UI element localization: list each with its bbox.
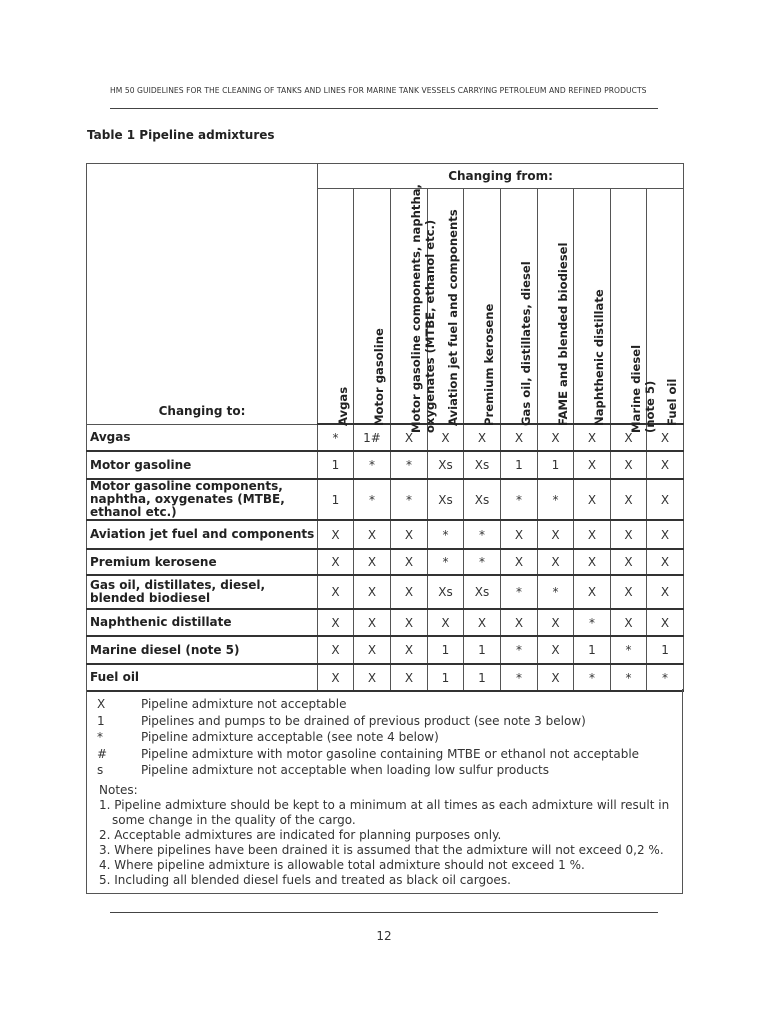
table-cell: X bbox=[538, 636, 574, 664]
table-cell: 1 bbox=[501, 451, 538, 479]
table-cell: X bbox=[391, 575, 428, 609]
table-cell: * bbox=[391, 451, 428, 479]
table-row bbox=[87, 575, 684, 609]
table-cell: X bbox=[501, 424, 538, 451]
row-label: Motor gasoline bbox=[87, 451, 318, 479]
table-cell: Xs bbox=[428, 479, 464, 520]
table-cell: X bbox=[538, 664, 574, 691]
table-cell: Xs bbox=[428, 575, 464, 609]
table-row bbox=[87, 479, 684, 520]
table-cell: * bbox=[318, 424, 354, 451]
table-cell: X bbox=[574, 520, 611, 549]
table-cell: Xs bbox=[464, 479, 501, 520]
table-cell: * bbox=[611, 636, 647, 664]
column-header: FAME and blended biodiesel bbox=[538, 189, 574, 425]
legend-text: Pipeline admixture acceptable (see note 4 below) bbox=[141, 730, 439, 744]
table-cell: X bbox=[574, 549, 611, 575]
table-cell: X bbox=[354, 575, 391, 609]
table-cell: X bbox=[538, 520, 574, 549]
table-cell: * bbox=[464, 520, 501, 549]
table-cell: X bbox=[647, 479, 684, 520]
table-cell: X bbox=[354, 520, 391, 549]
column-header: Naphthenic distillate bbox=[574, 189, 611, 425]
table-title: Table 1 Pipeline admixtures bbox=[87, 128, 275, 142]
legend-text: Pipelines and pumps to be drained of previous product (see note 3 below) bbox=[141, 713, 586, 728]
table-cell: X bbox=[611, 549, 647, 575]
table-cell: X bbox=[501, 609, 538, 636]
table-cell: X bbox=[611, 575, 647, 609]
table-cell: X bbox=[318, 609, 354, 636]
row-label: Premium kerosene bbox=[87, 549, 318, 575]
legend-symbol: s bbox=[97, 763, 104, 777]
table-cell: * bbox=[574, 664, 611, 691]
row-label: Marine diesel (note 5) bbox=[87, 636, 318, 664]
table-cell: X bbox=[354, 664, 391, 691]
table-cell: X bbox=[354, 636, 391, 664]
table-cell: X bbox=[318, 520, 354, 549]
column-header: Aviation jet fuel and components bbox=[428, 189, 464, 425]
table-cell: X bbox=[318, 636, 354, 664]
table-cell: X bbox=[354, 609, 391, 636]
table-cell: * bbox=[428, 549, 464, 575]
table-cell: X bbox=[574, 451, 611, 479]
table-cell: X bbox=[354, 549, 391, 575]
table-cell: 1 bbox=[538, 451, 574, 479]
table-cell: X bbox=[611, 609, 647, 636]
row-label: Gas oil, distillates, diesel, blended biodiesel bbox=[87, 575, 318, 609]
table-cell: X bbox=[574, 575, 611, 609]
notes bbox=[99, 783, 674, 888]
table-cell: X bbox=[318, 664, 354, 691]
note-item: 2. Acceptable admixtures are indicated for planning purposes only. bbox=[99, 828, 502, 842]
row-label: Aviation jet fuel and components bbox=[87, 520, 318, 549]
table-cell: * bbox=[428, 520, 464, 549]
table-cell: 1 bbox=[318, 451, 354, 479]
table-cell: * bbox=[611, 664, 647, 691]
legend-symbol: # bbox=[97, 746, 108, 761]
legend-text: Pipeline admixture with motor gasoline containing MTBE or ethanol not acceptable bbox=[141, 746, 640, 761]
table-cell: * bbox=[391, 479, 428, 520]
table-cell: * bbox=[538, 575, 574, 609]
table-row bbox=[87, 520, 684, 549]
page-number: 12 bbox=[376, 929, 392, 943]
table-cell: 1 bbox=[647, 636, 684, 664]
table-cell: X bbox=[391, 549, 428, 575]
table-cell: 1 bbox=[464, 636, 501, 664]
note-item: 3. Where pipelines have been drained it is assumed that the admixture will not exceed 0,2 %. bbox=[99, 843, 664, 857]
legend-symbol: * bbox=[97, 730, 103, 744]
table-cell: X bbox=[538, 549, 574, 575]
table-cell: X bbox=[647, 520, 684, 549]
changing-from-label: Changing from: bbox=[318, 164, 684, 189]
table-cell: X bbox=[647, 609, 684, 636]
table-row bbox=[87, 549, 684, 575]
table-cell: X bbox=[574, 424, 611, 451]
table-cell: X bbox=[611, 424, 647, 451]
table-cell: * bbox=[574, 609, 611, 636]
admixture-table bbox=[86, 163, 684, 692]
table-cell: * bbox=[538, 479, 574, 520]
table-row bbox=[87, 609, 684, 636]
table-cell: X bbox=[464, 609, 501, 636]
table-row bbox=[87, 664, 684, 691]
table-cell: Xs bbox=[464, 451, 501, 479]
table-cell: X bbox=[391, 424, 428, 451]
table-cell: X bbox=[428, 609, 464, 636]
table-cell: 1 bbox=[574, 636, 611, 664]
table-cell: X bbox=[574, 479, 611, 520]
column-header: Fuel oil bbox=[647, 189, 684, 425]
table-cell: X bbox=[647, 451, 684, 479]
legend-text: Pipeline admixture not acceptable bbox=[141, 697, 347, 711]
legend-symbol: 1 bbox=[97, 713, 105, 728]
column-header: Avgas bbox=[318, 189, 354, 425]
table-cell: * bbox=[501, 636, 538, 664]
legend-text: Pipeline admixture not acceptable when loading low sulfur products bbox=[141, 763, 549, 777]
table-cell: X bbox=[464, 424, 501, 451]
table-cell: Xs bbox=[464, 575, 501, 609]
column-header: Marine diesel (note 5) bbox=[611, 189, 647, 425]
table-cell: * bbox=[501, 479, 538, 520]
table-cell: * bbox=[647, 664, 684, 691]
running-header: HM 50 GUIDELINES FOR THE CLEANING OF TANKS AND LINES FOR MARINE TANK VESSELS CARRYING PETROLEUM AND REFINED PRODUCTS bbox=[110, 86, 647, 95]
table-cell: 1 bbox=[428, 664, 464, 691]
row-label: Avgas bbox=[87, 424, 318, 451]
table-cell: * bbox=[464, 549, 501, 575]
legend-symbol: X bbox=[97, 697, 106, 711]
table-cell: Xs bbox=[428, 451, 464, 479]
table-cell: X bbox=[501, 549, 538, 575]
column-header: Motor gasoline bbox=[354, 189, 391, 425]
note-item: 4. Where pipeline admixture is allowable total admixture should not exceed 1 %. bbox=[99, 858, 585, 872]
table-cell: 1 bbox=[428, 636, 464, 664]
column-header: Motor gasoline components, naphtha, oxygenates (MTBE, ethanol etc.) bbox=[391, 189, 428, 425]
table-cell: * bbox=[354, 479, 391, 520]
table-cell: * bbox=[354, 451, 391, 479]
header-rule bbox=[110, 108, 658, 109]
table-cell: X bbox=[538, 424, 574, 451]
table-cell: X bbox=[391, 636, 428, 664]
table-cell: X bbox=[428, 424, 464, 451]
table-cell: X bbox=[391, 609, 428, 636]
legend-box bbox=[86, 689, 683, 894]
note-item: 1. Pipeline admixture should be kept to a minimum at all times as each admixture will result in some change in the quality of the cargo. bbox=[99, 798, 670, 827]
table-row bbox=[87, 424, 684, 451]
notes-heading: Notes: bbox=[99, 783, 138, 797]
table-cell: X bbox=[318, 549, 354, 575]
table-cell: X bbox=[647, 549, 684, 575]
table-cell: X bbox=[647, 575, 684, 609]
table-cell: X bbox=[611, 451, 647, 479]
table-cell: X bbox=[391, 520, 428, 549]
table-cell: 1 bbox=[318, 479, 354, 520]
changing-to-label: Changing to: bbox=[87, 164, 318, 425]
table-cell: * bbox=[501, 575, 538, 609]
column-header: Gas oil, distillates, diesel bbox=[501, 189, 538, 425]
column-header: Premium kerosene bbox=[464, 189, 501, 425]
table-cell: X bbox=[611, 520, 647, 549]
table-cell: * bbox=[501, 664, 538, 691]
table-cell: X bbox=[647, 424, 684, 451]
table-cell: 1 bbox=[464, 664, 501, 691]
row-label: Motor gasoline components, naphtha, oxygenates (MTBE, ethanol etc.) bbox=[87, 479, 318, 520]
table-cell: 1# bbox=[354, 424, 391, 451]
row-label: Naphthenic distillate bbox=[87, 609, 318, 636]
row-label: Fuel oil bbox=[87, 664, 318, 691]
table-cell: X bbox=[501, 520, 538, 549]
table-row bbox=[87, 636, 684, 664]
footer-rule bbox=[110, 912, 658, 913]
table-row bbox=[87, 451, 684, 479]
note-item: 5. Including all blended diesel fuels and treated as black oil cargoes. bbox=[99, 873, 511, 887]
table-cell: X bbox=[538, 609, 574, 636]
table-cell: X bbox=[391, 664, 428, 691]
table-cell: X bbox=[611, 479, 647, 520]
table-cell: X bbox=[318, 575, 354, 609]
